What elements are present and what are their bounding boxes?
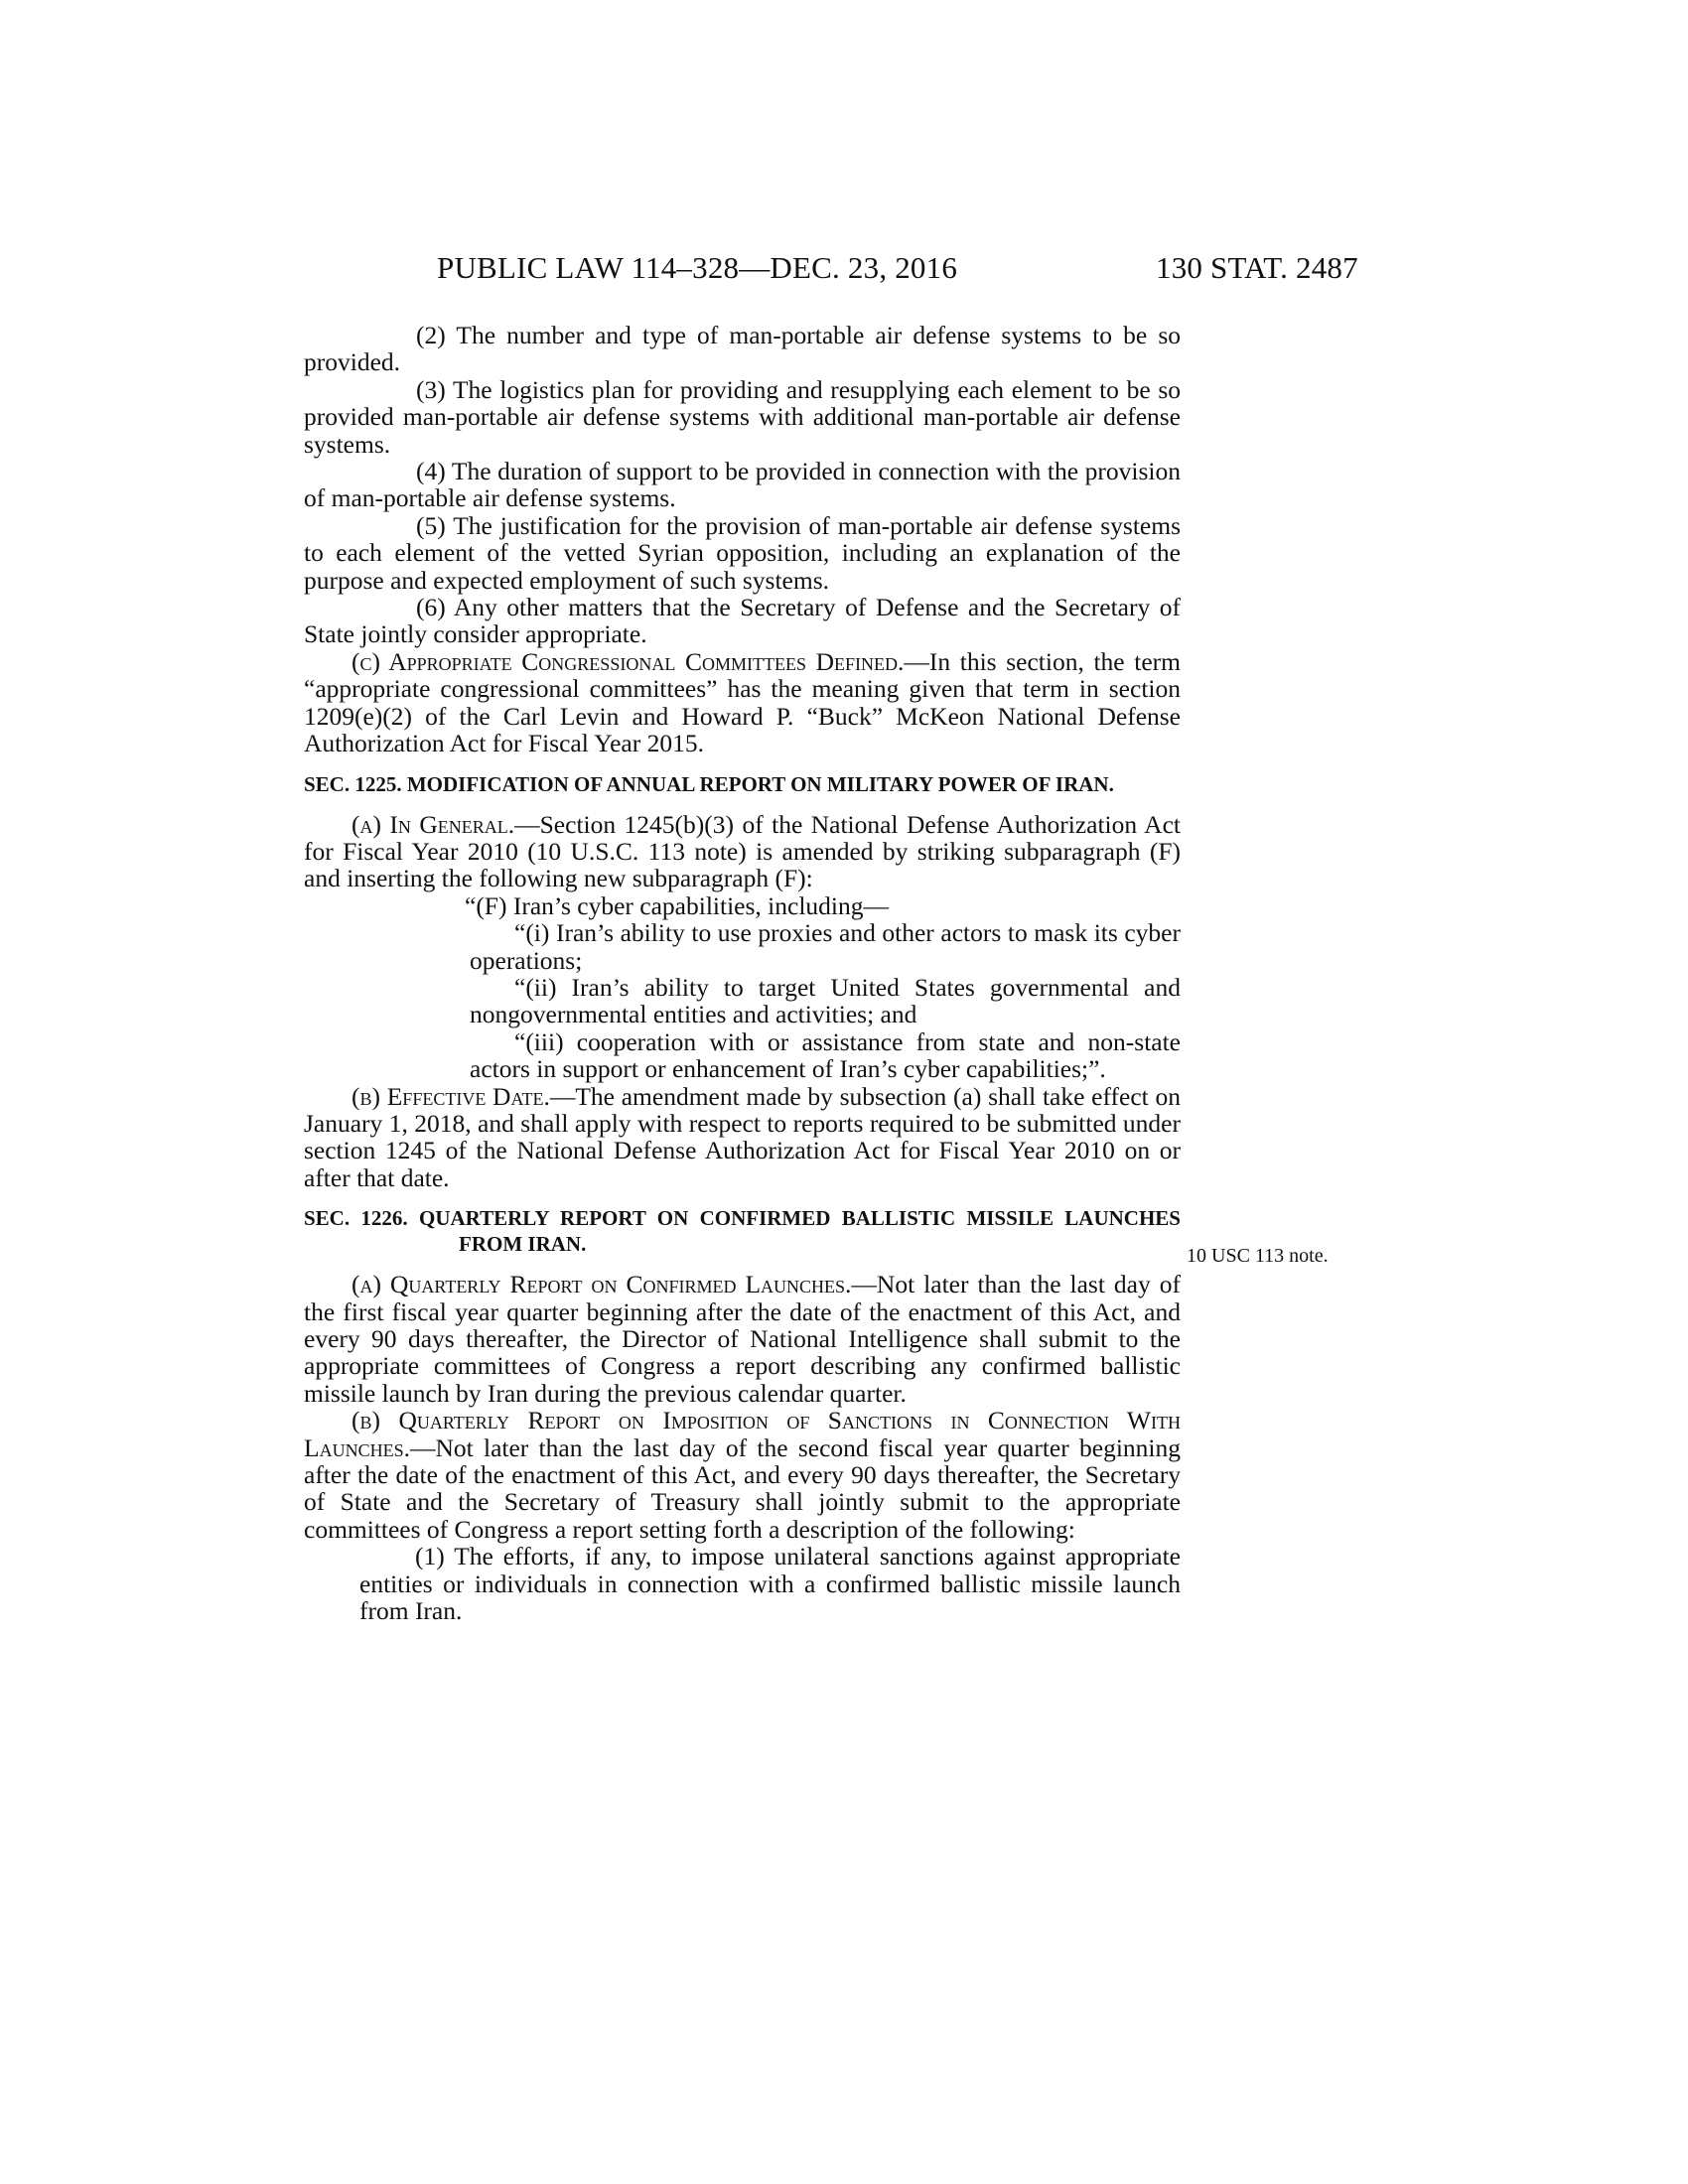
paragraph-3: (3) The logistics plan for providing and resupplying each element to be so provided man-portable air defense systems with additional man-portable air defense systems. bbox=[304, 374, 1181, 459]
quoted-subparagraph-f: “(F) Iran’s cyber capabilities, including— bbox=[465, 890, 889, 920]
section-1226-a-heading: (a) Quarterly Report on Confirmed Launches. bbox=[352, 1270, 852, 1299]
paragraph-4: (4) The duration of support to be provided in connection with the provision of man-portable air defense systems. bbox=[304, 457, 1181, 513]
subsection-c-heading: (c) Appropriate Congressional Committees Defined. bbox=[352, 646, 905, 676]
section-1226-subsection-a bbox=[304, 1271, 1181, 1407]
section-1225-b-text: —The amendment made by subsection (a) shall take effect on January 1, 2018, and shall apply with respect to reports required to be submitted under section 1245 of the National Defense Authorization Act for Fiscal Year 2010 on or after that date. bbox=[304, 1081, 1181, 1192]
subsection-c-text: —In this section, the term “appropriate congressional committees” has the meaning given that term in section 1209(e)(2) of the Carl Levin and Howard P. “Buck” McKeon National Defense Authorization Act for Fiscal Year 2015. bbox=[304, 646, 1181, 758]
quoted-clause-ii: “(ii) Iran’s ability to target United States governmental and nongovernmental entities and activities; and bbox=[470, 972, 1181, 1029]
subsection-c bbox=[304, 648, 1181, 757]
statute-page-number: 130 STAT. 2487 bbox=[1156, 250, 1358, 285]
section-1225-subsection-b bbox=[304, 1083, 1181, 1192]
section-1226-b-heading: (b) Quarterly Report on Imposition of Sanctions in Connection With Launches. bbox=[304, 1406, 1181, 1462]
quoted-clause-i: “(i) Iran’s ability to use proxies and other actors to mask its cyber operations; bbox=[470, 918, 1181, 975]
section-1225-b-heading: (b) Effective Date. bbox=[352, 1081, 550, 1111]
section-1225-a-heading: (a) In General. bbox=[352, 809, 515, 839]
section-1225-a-text: —Section 1245(b)(3) of the National Defense Authorization Act for Fiscal Year 2010 (10 U.S.C. 113 note) is amended by striking subparagraph (F) and inserting the following new subparagraph (F): bbox=[304, 809, 1181, 893]
section-1226-b-paragraph-1: (1) The efforts, if any, to impose unilateral sanctions against appropriate entities or individuals in connection with a confirmed ballistic missile launch from Iran. bbox=[359, 1542, 1181, 1626]
section-1225-heading: SEC. 1225. MODIFICATION OF ANNUAL REPORT ON MILITARY POWER OF IRAN. bbox=[304, 771, 1114, 796]
paragraph-6: (6) Any other matters that the Secretary of Defense and the Secretary of State jointly consider appropriate. bbox=[304, 593, 1181, 649]
section-1226-subsection-b bbox=[304, 1407, 1181, 1543]
section-1226-a-text: —Not later than the last day of the first fiscal year quarter beginning after the date of the enactment of this Act, and every 90 days thereafter, the Director of National Intelligence shall submit to the appropriate committees of Congress a report describing any confirmed ballistic missile launch by Iran during the previous calendar quarter. bbox=[304, 1270, 1181, 1408]
paragraph-2: (2) The number and type of man-portable air defense systems to be so provided. bbox=[304, 321, 1181, 377]
paragraph-5: (5) The justification for the provision of man-portable air defense systems to each element of the vetted Syrian opposition, including an explanation of the purpose and expected employment of such systems. bbox=[304, 510, 1181, 595]
page-header bbox=[0, 250, 1688, 290]
section-1226-heading: SEC. 1226. QUARTERLY REPORT ON CONFIRMED BALLISTIC MISSILE LAUNCHES FROM IRAN. bbox=[304, 1206, 1181, 1257]
section-1225-subsection-a bbox=[304, 811, 1181, 892]
section-1226-b-text: —Not later than the last day of the second fiscal year quarter beginning after the date of the enactment of this Act, and every 90 days thereafter, the Secretary of State and the Secretary of Treasury shall jointly submit to the appropriate committees of Congress a report setting forth a description of the following: bbox=[304, 1433, 1181, 1544]
public-law-header: PUBLIC LAW 114–328—DEC. 23, 2016 bbox=[437, 250, 958, 285]
document-body bbox=[304, 322, 1181, 1624]
quoted-clause-iii: “(iii) cooperation with or assistance from state and non-state actors in support or enhancement of Iran’s cyber capabilities;”. bbox=[470, 1026, 1181, 1084]
margin-note-usc: 10 USC 113 note. bbox=[1187, 1245, 1329, 1267]
